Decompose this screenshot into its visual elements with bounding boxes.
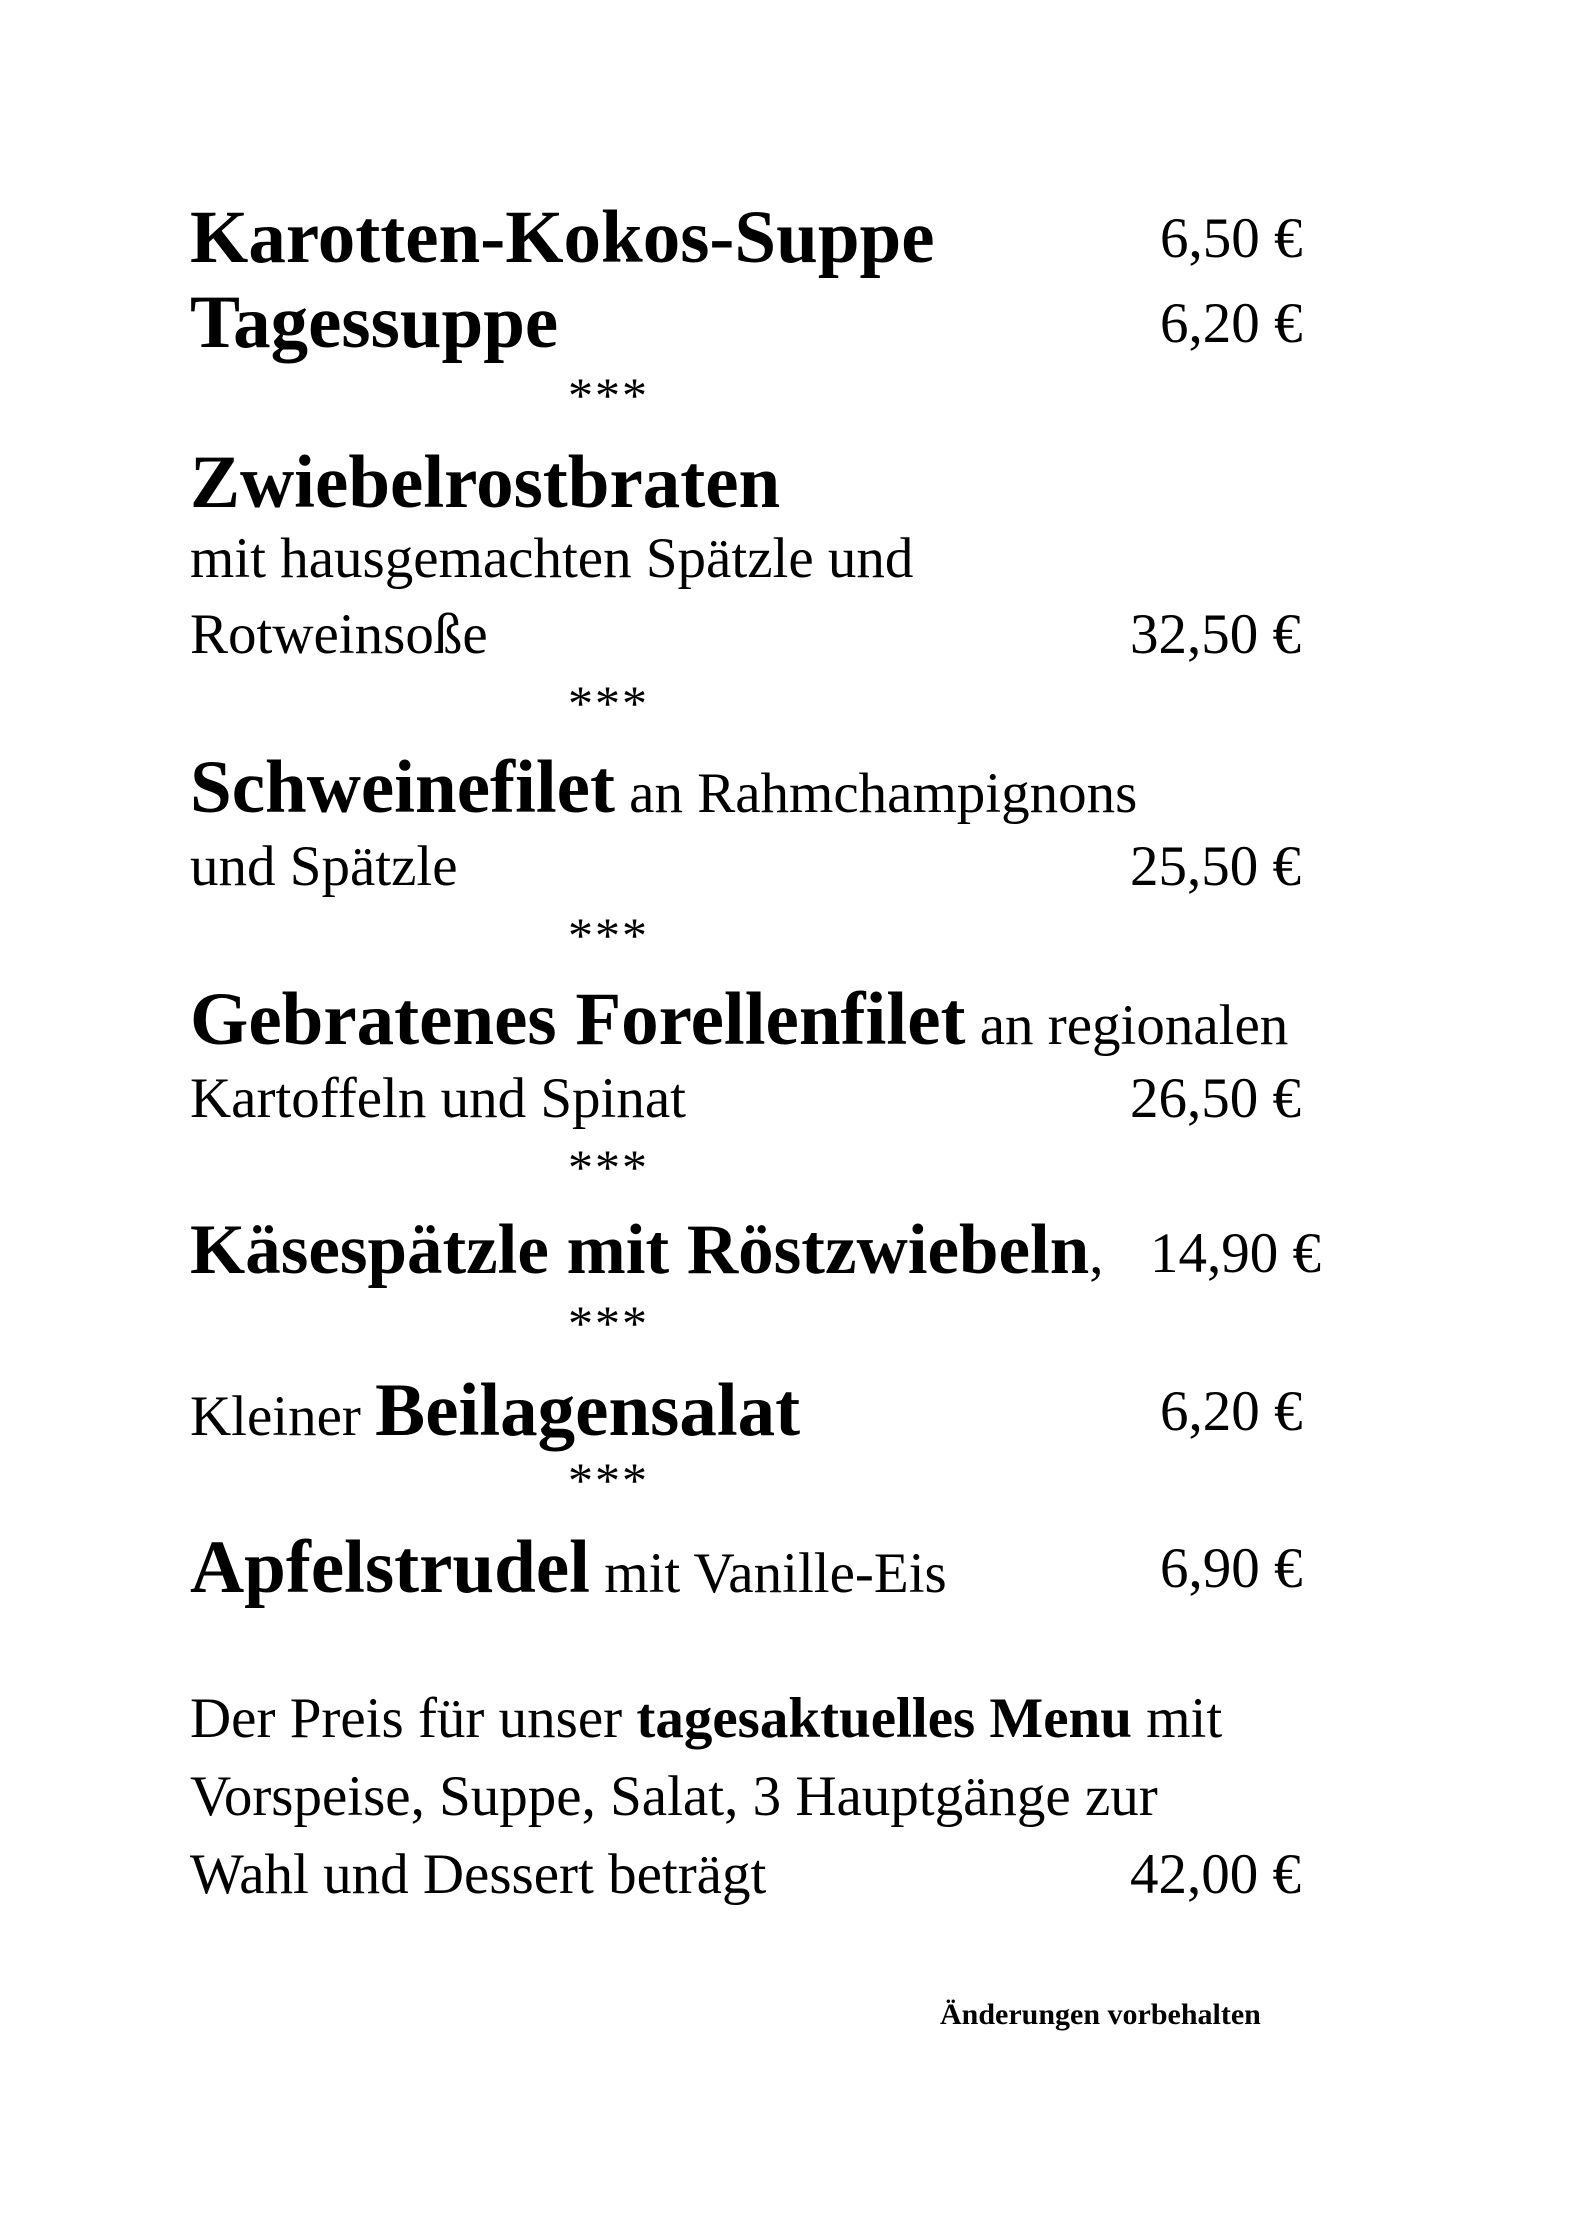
dish-desc-schweinefilet-1: an Rahmchampignons: [614, 762, 1138, 825]
dish-name-zwiebelrostbraten: Zwiebelrostbraten: [190, 441, 781, 524]
dish-line-apfelstrudel: [190, 1526, 947, 1609]
menu-note-text-c: mit: [1131, 1687, 1223, 1750]
separator: ***: [568, 1295, 649, 1351]
menu-note-text-a: Der Preis für unser: [190, 1687, 637, 1750]
separator: ***: [568, 907, 649, 963]
footer-note: Änderungen vorbehalten: [940, 1998, 1261, 2031]
separator: ***: [568, 367, 649, 423]
dish-desc-zwiebelrostbraten-1: mit hausgemachten Spätzle und: [190, 527, 914, 590]
price-forellenfilet: 26,50 €: [1130, 1067, 1301, 1130]
dish-line-kaesespaetzle: [190, 1211, 1104, 1289]
dish-line-forellenfilet: [190, 978, 1289, 1061]
price-zwiebelrostbraten: 32,50 €: [1130, 603, 1301, 666]
dish-prefix-beilagensalat: Kleiner: [190, 1385, 376, 1448]
menu-note-line-3: Wahl und Dessert beträgt: [190, 1843, 767, 1906]
dish-desc-schweinefilet-2: und Spätzle: [190, 835, 458, 898]
price-apfelstrudel: 6,90 €: [1160, 1537, 1303, 1600]
dish-desc-zwiebelrostbraten-2: Rotweinsoße: [190, 603, 488, 666]
dish-name-beilagensalat: Beilagensalat: [375, 1369, 801, 1452]
dish-desc-forellenfilet-2: Kartoffeln und Spinat: [190, 1067, 687, 1130]
dish-suffix-kaesespaetzle: ,: [1089, 1223, 1104, 1286]
dish-desc-apfelstrudel: mit Vanille-Eis: [589, 1542, 947, 1605]
price-karotten-kokos-suppe: 6,50 €: [1160, 207, 1303, 270]
dish-line-schweinefilet: [190, 746, 1138, 829]
separator: ***: [568, 675, 649, 731]
separator: ***: [568, 1139, 649, 1195]
dish-desc-forellenfilet-1: an regionalen: [965, 994, 1289, 1057]
dish-name-forellenfilet: Gebratenes Forellenfilet: [190, 978, 966, 1061]
menu-note-line-1: [190, 1687, 1223, 1750]
dish-name-schweinefilet: Schweinefilet: [190, 746, 615, 829]
dish-name-karotten-kokos-suppe: Karotten-Kokos-Suppe: [190, 196, 935, 279]
separator: ***: [568, 1452, 649, 1508]
price-beilagensalat: 6,20 €: [1160, 1380, 1303, 1443]
dish-line-beilagensalat: [190, 1369, 801, 1452]
price-tagessuppe: 6,20 €: [1160, 292, 1303, 355]
price-menu: 42,00 €: [1130, 1843, 1301, 1906]
price-kaesespaetzle: 14,90 €: [1150, 1222, 1321, 1285]
menu-note-highlight: tagesaktuelles Menu: [636, 1687, 1132, 1750]
menu-note-line-2: Vorspeise, Suppe, Salat, 3 Hauptgänge zur: [190, 1765, 1158, 1828]
dish-name-kaesespaetzle: Käsespätzle mit Röstzwiebeln: [190, 1211, 1090, 1289]
dish-name-tagessuppe: Tagessuppe: [190, 281, 559, 364]
dish-name-apfelstrudel: Apfelstrudel: [190, 1526, 590, 1609]
price-schweinefilet: 25,50 €: [1130, 835, 1301, 898]
